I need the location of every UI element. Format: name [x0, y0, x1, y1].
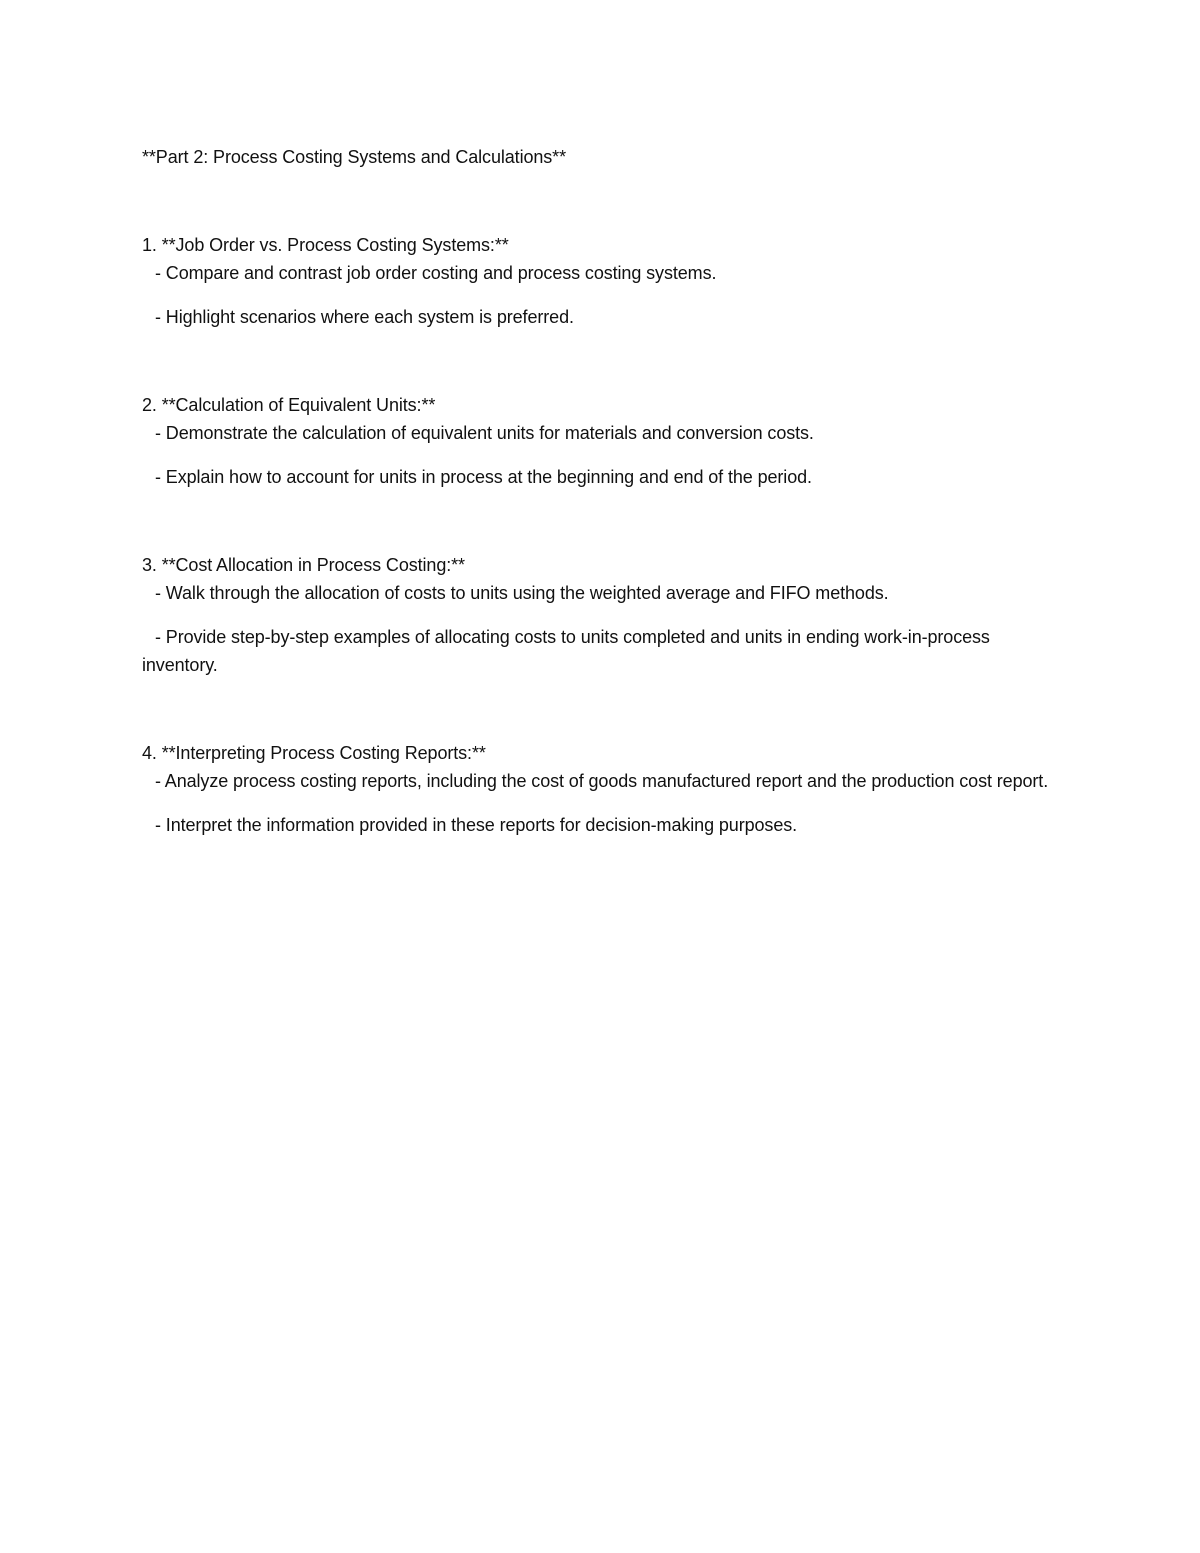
list-item: - Explain how to account for units in process at the beginning and end of the period. [155, 467, 812, 487]
section-cost-allocation [142, 551, 1057, 679]
section-heading: 1. **Job Order vs. Process Costing Systems:** [142, 235, 509, 255]
section-heading: 2. **Calculation of Equivalent Units:** [142, 395, 436, 415]
list-item: - Interpret the information provided in these reports for decision-making purposes. [155, 815, 798, 835]
list-item: - Analyze process costing reports, including the cost of goods manufactured report and the production cost report. [155, 771, 1049, 791]
section-heading: 3. **Cost Allocation in Process Costing:** [142, 555, 465, 575]
document-body [142, 143, 1057, 839]
list-item: - Compare and contrast job order costing and process costing systems. [155, 263, 717, 283]
section-heading: 4. **Interpreting Process Costing Reports:** [142, 743, 486, 763]
list-item: - Provide step-by-step examples of allocating costs to units completed and units in ending work-in-process inventory. [142, 627, 990, 675]
section-job-order-vs-process [142, 231, 1057, 331]
list-item: - Highlight scenarios where each system is preferred. [155, 307, 574, 327]
section-equivalent-units [142, 391, 1057, 491]
list-item: - Walk through the allocation of costs to units using the weighted average and FIFO methods. [155, 583, 889, 603]
section-interpreting-reports [142, 739, 1057, 839]
document-title: **Part 2: Process Costing Systems and Calculations** [142, 147, 566, 167]
list-item: - Demonstrate the calculation of equivalent units for materials and conversion costs. [155, 423, 814, 443]
